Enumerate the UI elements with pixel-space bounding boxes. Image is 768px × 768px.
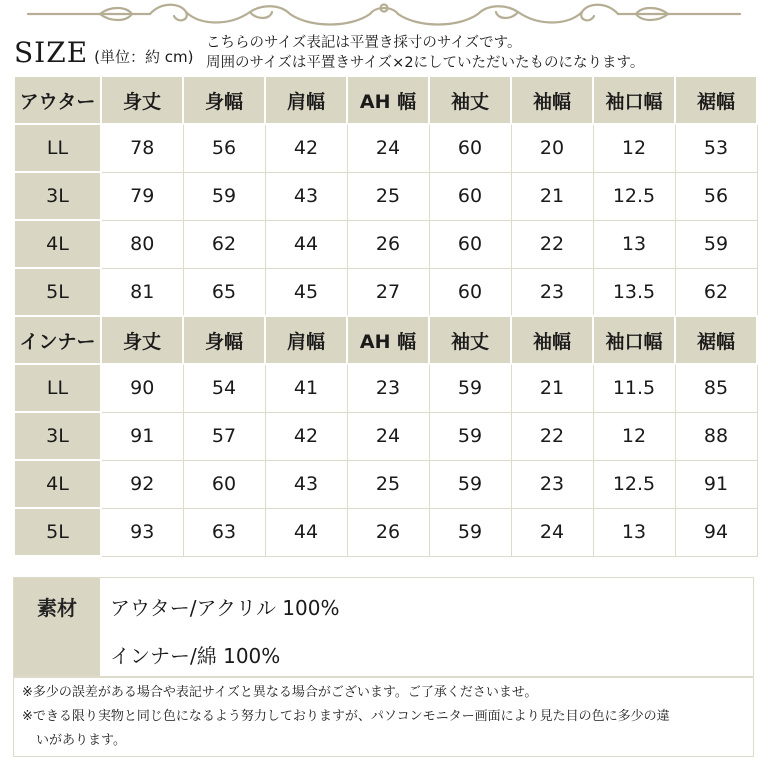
table-cell: 80 bbox=[101, 220, 183, 268]
intro-line-2: 周囲のサイズは平置きサイズ×2にしていただいたものになります。 bbox=[206, 55, 645, 71]
table-cell: 21 bbox=[511, 364, 593, 412]
table-cell: 44 bbox=[265, 220, 347, 268]
table-cell: 63 bbox=[183, 508, 265, 556]
table-cell: 93 bbox=[101, 508, 183, 556]
inner-row-ll bbox=[14, 364, 757, 412]
size-label: 5L bbox=[14, 508, 101, 556]
table-cell: 26 bbox=[347, 508, 429, 556]
table-cell: 79 bbox=[101, 172, 183, 220]
column-header: 身幅 bbox=[183, 316, 265, 364]
table-cell: 62 bbox=[675, 268, 757, 316]
material-box bbox=[13, 577, 754, 677]
outer-row-ll bbox=[14, 124, 757, 172]
column-header: 身幅 bbox=[183, 76, 265, 124]
size-table bbox=[13, 75, 758, 557]
material-outer: アウター/アクリル 100% bbox=[110, 596, 340, 620]
column-header: AH 幅 bbox=[347, 316, 429, 364]
table-cell: 43 bbox=[265, 172, 347, 220]
size-heading: SIZE bbox=[14, 36, 89, 69]
table-cell: 43 bbox=[265, 460, 347, 508]
table-cell: 22 bbox=[511, 220, 593, 268]
notes-box bbox=[13, 677, 754, 757]
outer-header-row bbox=[14, 76, 757, 124]
table-cell: 90 bbox=[101, 364, 183, 412]
table-cell: 26 bbox=[347, 220, 429, 268]
outer-row-5l bbox=[14, 268, 757, 316]
table-cell: 91 bbox=[675, 460, 757, 508]
table-cell: 27 bbox=[347, 268, 429, 316]
table-cell: 60 bbox=[429, 220, 511, 268]
table-cell: 44 bbox=[265, 508, 347, 556]
table-cell: 59 bbox=[429, 412, 511, 460]
table-cell: 60 bbox=[429, 268, 511, 316]
size-label: 3L bbox=[14, 172, 101, 220]
inner-row-5l bbox=[14, 508, 757, 556]
intro-line-1: こちらのサイズ表記は平置き採寸のサイズです。 bbox=[206, 35, 522, 51]
table-cell: 60 bbox=[429, 172, 511, 220]
table-cell: 57 bbox=[183, 412, 265, 460]
table-cell: 41 bbox=[265, 364, 347, 412]
decorative-ornament bbox=[0, 0, 768, 30]
size-title bbox=[14, 36, 193, 72]
table-cell: 56 bbox=[675, 172, 757, 220]
material-label: 素材 bbox=[37, 596, 77, 620]
column-header: 肩幅 bbox=[265, 76, 347, 124]
table-cell: 59 bbox=[429, 460, 511, 508]
size-label: 3L bbox=[14, 412, 101, 460]
table-cell: 22 bbox=[511, 412, 593, 460]
table-cell: 23 bbox=[347, 364, 429, 412]
material-inner: インナー/綿 100% bbox=[110, 644, 281, 668]
intro-text bbox=[206, 33, 766, 73]
table-cell: 25 bbox=[347, 172, 429, 220]
table-cell: 12 bbox=[593, 412, 675, 460]
table-cell: 94 bbox=[675, 508, 757, 556]
table-cell: 13.5 bbox=[593, 268, 675, 316]
note-1: ※多少の誤差がある場合や表記サイズと異なる場合がございます。ご了承くださいませ。 bbox=[22, 685, 538, 700]
column-header: 肩幅 bbox=[265, 316, 347, 364]
table-cell: 60 bbox=[183, 460, 265, 508]
table-cell: 11.5 bbox=[593, 364, 675, 412]
table-cell: 25 bbox=[347, 460, 429, 508]
outer-row-3l bbox=[14, 172, 757, 220]
column-header: 袖幅 bbox=[511, 316, 593, 364]
column-header: 身丈 bbox=[101, 76, 183, 124]
table-cell: 24 bbox=[511, 508, 593, 556]
table-cell: 62 bbox=[183, 220, 265, 268]
table-cell: 53 bbox=[675, 124, 757, 172]
table-cell: 13 bbox=[593, 508, 675, 556]
table-cell: 12 bbox=[593, 124, 675, 172]
size-label: 5L bbox=[14, 268, 101, 316]
note-2: ※できる限り実物と同じ色になるよう努力しておりますが、パソコンモニター画面により見た目の色に多少の違 bbox=[22, 709, 670, 724]
material-label-cell bbox=[14, 578, 100, 676]
note-2-continued: いがあります。 bbox=[36, 733, 126, 748]
column-header: 身丈 bbox=[101, 316, 183, 364]
column-header: 裾幅 bbox=[675, 316, 757, 364]
column-header: 裾幅 bbox=[675, 76, 757, 124]
table-cell: 23 bbox=[511, 460, 593, 508]
column-header: 袖丈 bbox=[429, 316, 511, 364]
inner-label: インナー bbox=[14, 316, 101, 364]
table-cell: 59 bbox=[675, 220, 757, 268]
table-cell: 21 bbox=[511, 172, 593, 220]
table-cell: 42 bbox=[265, 412, 347, 460]
table-cell: 13 bbox=[593, 220, 675, 268]
column-header: 袖丈 bbox=[429, 76, 511, 124]
table-cell: 88 bbox=[675, 412, 757, 460]
table-cell: 85 bbox=[675, 364, 757, 412]
inner-header-row bbox=[14, 316, 757, 364]
table-cell: 12.5 bbox=[593, 172, 675, 220]
column-header: 袖口幅 bbox=[593, 76, 675, 124]
column-header: 袖口幅 bbox=[593, 316, 675, 364]
column-header: AH 幅 bbox=[347, 76, 429, 124]
size-label: 4L bbox=[14, 460, 101, 508]
outer-row-4l bbox=[14, 220, 757, 268]
table-cell: 65 bbox=[183, 268, 265, 316]
inner-row-4l bbox=[14, 460, 757, 508]
table-cell: 20 bbox=[511, 124, 593, 172]
table-cell: 54 bbox=[183, 364, 265, 412]
table-cell: 81 bbox=[101, 268, 183, 316]
table-cell: 24 bbox=[347, 412, 429, 460]
unit-note: (単位：約 cm) bbox=[94, 48, 194, 66]
table-cell: 45 bbox=[265, 268, 347, 316]
inner-row-3l bbox=[14, 412, 757, 460]
table-cell: 59 bbox=[183, 172, 265, 220]
size-label: 4L bbox=[14, 220, 101, 268]
table-cell: 78 bbox=[101, 124, 183, 172]
size-label: LL bbox=[14, 124, 101, 172]
table-cell: 92 bbox=[101, 460, 183, 508]
table-cell: 23 bbox=[511, 268, 593, 316]
table-cell: 59 bbox=[429, 508, 511, 556]
outer-label: アウター bbox=[14, 76, 101, 124]
table-cell: 56 bbox=[183, 124, 265, 172]
table-cell: 12.5 bbox=[593, 460, 675, 508]
size-label: LL bbox=[14, 364, 101, 412]
table-cell: 60 bbox=[429, 124, 511, 172]
table-cell: 42 bbox=[265, 124, 347, 172]
column-header: 袖幅 bbox=[511, 76, 593, 124]
table-cell: 24 bbox=[347, 124, 429, 172]
table-cell: 91 bbox=[101, 412, 183, 460]
table-cell: 59 bbox=[429, 364, 511, 412]
